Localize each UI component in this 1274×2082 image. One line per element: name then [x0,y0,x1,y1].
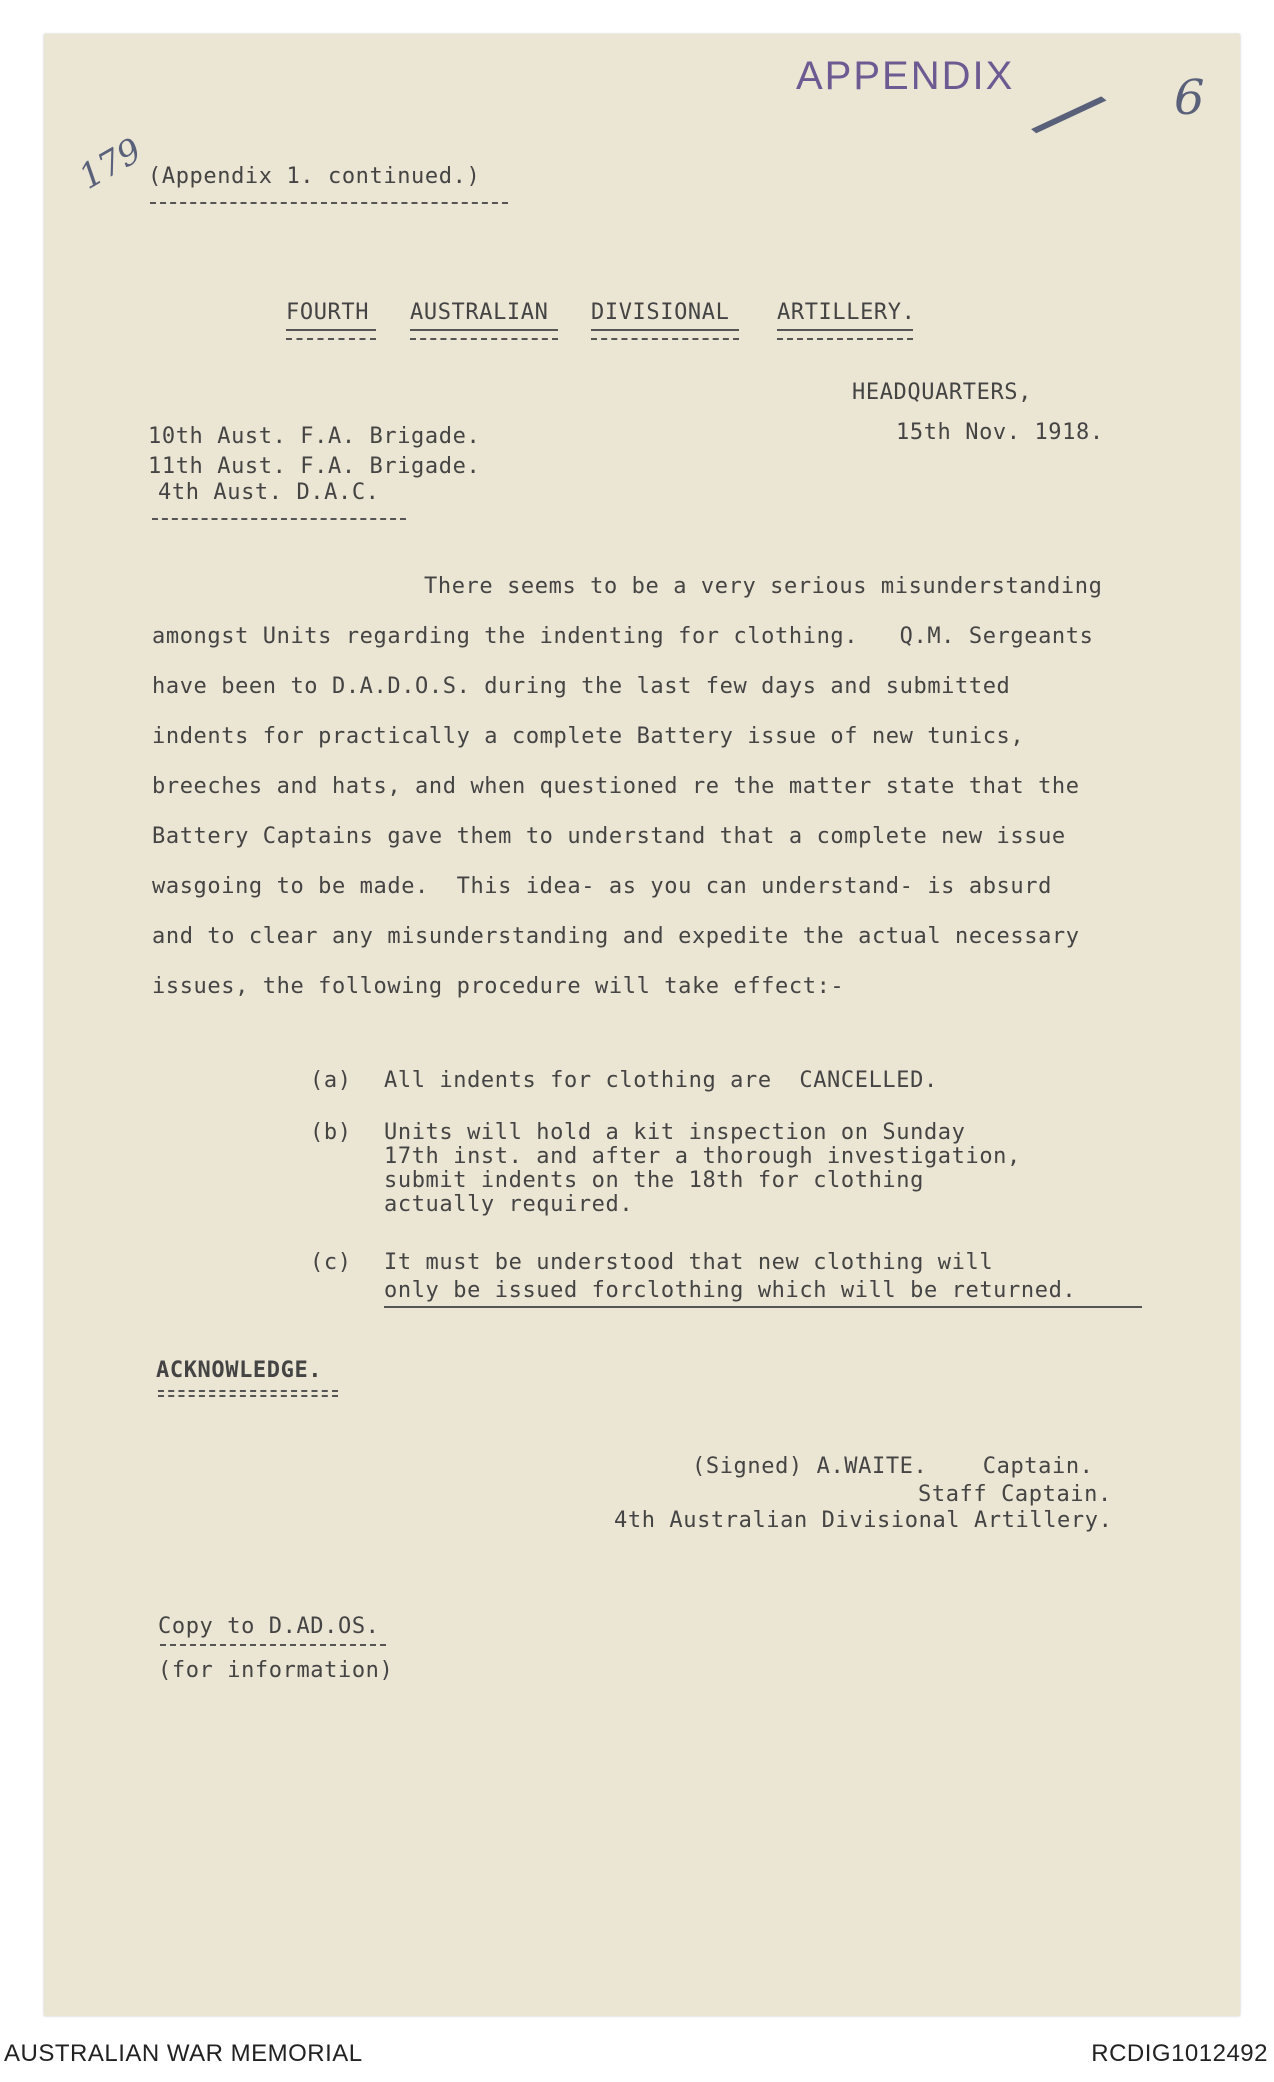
item-label-a: (a) [310,1068,352,1093]
appendix-continued-label: (Appendix 1. continued.) [148,164,481,189]
body-line: issues, the following procedure will take effect:- [152,974,845,999]
title-word-divisional: DIVISIONAL [591,300,730,325]
item-a-text: All indents for clothing are CANCELLED. [384,1068,938,1093]
signature-line: (Signed) A.WAITE. Captain. [692,1454,1094,1479]
title-dash-artillery [777,338,913,340]
title-underline-artillery [777,329,913,331]
item-b-text: submit indents on the 18th for clothing [384,1168,924,1193]
origin-place: HEADQUARTERS, [852,380,1032,405]
title-underline-divisional [591,329,739,331]
copy-information-line: (for information) [158,1658,394,1683]
addressee-line: 11th Aust. F.A. Brigade. [148,454,481,479]
item-label-c: (c) [310,1250,352,1275]
signature-unit: 4th Australian Divisional Artillery. [614,1508,1113,1533]
item-c-text: It must be understood that new clothing will [384,1250,994,1275]
body-line: There seems to be a very serious misunderstanding [424,574,1103,599]
footer-source: AUSTRALIAN WAR MEMORIAL [4,2040,363,2067]
body-line: breeches and hats, and when questioned re the matter state that the [152,774,1080,799]
body-line: have been to D.A.D.O.S. during the last few days and submitted [152,674,1011,699]
continued-underline [150,202,508,204]
item-b-text: 17th inst. and after a thorough investigation, [384,1144,1021,1169]
origin-date: 15th Nov. 1918. [896,420,1104,445]
title-word-fourth: FOURTH [286,300,370,325]
body-line: indents for practically a complete Battery issue of new tunics, [152,724,1025,749]
addressee-underline [152,518,406,520]
footer-identifier: RCDIG1012492 [1091,2040,1268,2067]
item-label-b: (b) [310,1120,352,1145]
body-line: amongst Units regarding the indenting for clothing. Q.M. Sergeants [152,624,1094,649]
acknowledge-label: ACKNOWLEDGE. [156,1358,323,1383]
addressee-line: 10th Aust. F.A. Brigade. [148,424,481,449]
item-c-text: only be issued forclothing which will be returned. [384,1278,1077,1303]
item-b-text: actually required. [384,1192,634,1217]
copy-to-line: Copy to D.AD.OS. [158,1614,380,1639]
title-dash-divisional [591,338,739,340]
copy-to-underline [160,1644,386,1646]
title-dash-fourth [286,338,376,340]
handwritten-slash: / [1028,65,1112,161]
body-line: wasgoing to be made. This idea- as you can understand- is absurd [152,874,1052,899]
title-underline-fourth [286,329,376,331]
appendix-stamp: APPENDIX [796,54,1015,98]
item-b-text: Units will hold a kit inspection on Sunday [384,1120,966,1145]
acknowledge-underline [158,1390,338,1397]
title-dash-australian [410,338,558,340]
handwritten-folio-number: 179 [72,130,149,198]
document-page [44,34,1240,2016]
title-word-australian: AUSTRALIAN [410,300,549,325]
handwritten-page-number: 6 [1174,70,1205,126]
item-c-underline [384,1306,1142,1308]
addressee-line: 4th Aust. D.A.C. [158,480,380,505]
body-line: Battery Captains gave them to understand that a complete new issue [152,824,1066,849]
body-line: and to clear any misunderstanding and expedite the actual necessary [152,924,1080,949]
signature-title: Staff Captain. [918,1482,1112,1507]
title-underline-australian [410,329,558,331]
title-word-artillery: ARTILLERY. [777,300,916,325]
